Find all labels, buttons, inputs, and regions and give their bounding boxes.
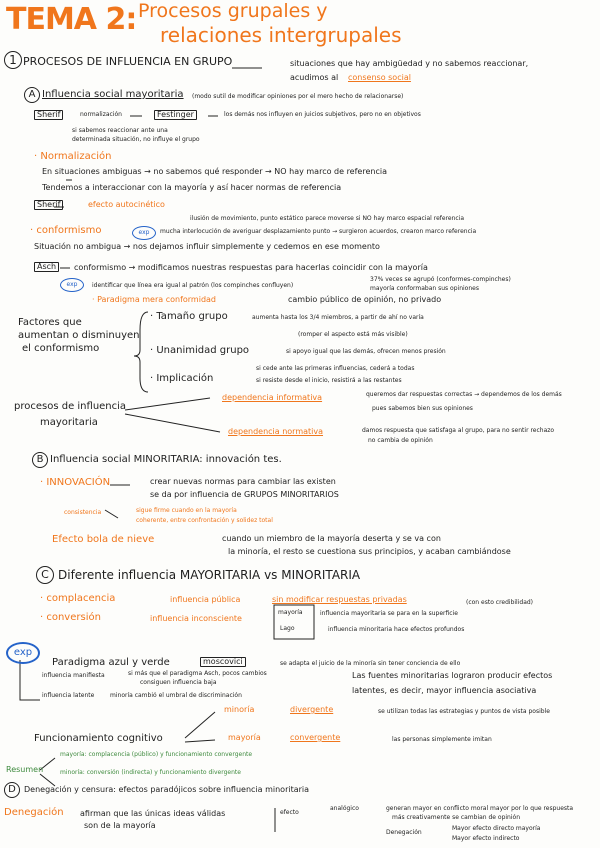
efecto-bola-nieve: Efecto bola de nieve — [52, 534, 155, 545]
unanimidad-grupo: · Unanimidad grupo — [150, 345, 250, 356]
analogico-label: analógico — [330, 805, 359, 812]
mayoria-convergente-1: mayoría — [228, 733, 261, 742]
paradigma-mera-conformidad: · Paradigma mera conformidad — [92, 295, 217, 304]
normalizacion-label: · Normalización — [34, 151, 112, 162]
manifiesta-note: si más que el paradigma Asch, pocos cambios — [128, 670, 267, 677]
consistencia-2: coherente, entre confrontación y solidez total — [136, 517, 273, 524]
innovacion-label: · INNOVACIÓN — [40, 477, 111, 488]
efecto-note-2: más creativamente se cambian de opinión — [392, 814, 520, 821]
ilusion-text: ilusión de movimiento, punto estático parece moverse si NO hay marco espacial referencia — [190, 215, 465, 222]
conversion-label: · conversión — [40, 612, 101, 623]
asch-box: Asch — [34, 262, 59, 272]
innovacion-1: crear nuevas normas para cambiar las existen — [150, 477, 336, 486]
section-b-letter: B — [32, 452, 48, 468]
resumen-2: minoría: conversión (indirecta) y funcionamiento divergente — [60, 769, 241, 776]
conversion-text: influencia inconsciente — [150, 614, 242, 623]
section-c-heading: Diferente influencia MAYORITARIA vs MINORITARIA — [58, 568, 361, 582]
exp-badge-asch: exp — [60, 278, 84, 292]
bola-nieve-2: la minoría, el resto se cuestiona sus principios, y acaban cambiándose — [228, 547, 511, 556]
complacencia-label: · complacencia — [40, 593, 116, 604]
denegacion-label: Denegación — [4, 807, 64, 818]
dependencia-normativa: dependencia normativa — [228, 427, 324, 436]
mayoria-convergente-2: convergente — [290, 733, 341, 742]
conformismo-label: · conformismo — [30, 225, 102, 236]
denegacion-2-note-2: Mayor efecto indirecto — [452, 835, 520, 842]
efecto-note-1: generan mayor en conflicto moral mayor por lo que respuesta — [386, 805, 574, 812]
complacencia-text: influencia pública — [170, 595, 241, 604]
pct-2: mayoría conformaban sus opiniones — [370, 285, 479, 292]
factores-2: aumentan o disminuyen — [18, 330, 140, 341]
ambiguas-text: En situaciones ambiguas → no sabemos qué responder → NO hay marco de referencia — [42, 167, 387, 176]
manifiesta-note-2: consiguen influencia baja — [140, 679, 217, 686]
title-line-1: Procesos grupales y — [138, 0, 328, 22]
complacencia-text-2: sin modificar respuestas privadas — [272, 595, 407, 604]
section-a-heading: Influencia social mayoritaria — [42, 89, 184, 100]
denegacion-2: son de la mayoría — [84, 821, 156, 830]
exp-badge-c: exp — [6, 642, 40, 664]
tendemos-text: Tendemos a interaccionar con la mayoría y así hacer normas de referencia — [42, 183, 342, 192]
pct-1: 37% veces se agrupó (conformes-compinches) — [370, 276, 511, 283]
minoria-divergente-2: divergente — [290, 705, 334, 714]
factores-3: el conformismo — [22, 343, 100, 354]
section-a-letter: A — [24, 87, 40, 103]
lake-note-2: influencia minoritaria hace efectos profundos — [328, 626, 465, 633]
efecto-label: efecto — [280, 809, 299, 816]
unanimidad-note: si apoyo igual que las demás, ofrecen menos presión — [286, 348, 446, 355]
section-d-letter: D — [4, 782, 20, 798]
procesos-1: procesos de influencia — [14, 401, 127, 412]
section-1-number: 1 — [4, 51, 22, 69]
fuentes-minoritarias-1: Las fuentes minoritarias lograron producir efectos — [352, 671, 553, 680]
consistencia-label: consistencia — [64, 509, 102, 516]
tamano-note-2: (romper el aspecto está más visible) — [298, 331, 408, 338]
paradigma-azul-verde: Paradigma azul y verde — [52, 657, 170, 668]
section-1-consenso: consenso social — [348, 73, 411, 82]
resumen-1: mayoría: complacencia (público) y funcionamiento convergente — [60, 751, 253, 758]
lake-box-1: mayoría — [278, 609, 303, 616]
denegacion-2-label: Denegación — [386, 829, 422, 836]
mayoria-convergente-note: las personas simplemente imitan — [392, 736, 492, 743]
section-1-heading: PROCESOS DE INFLUENCIA EN GRUPO — [23, 55, 233, 68]
festinger-text: los demás nos influyen en juicios subjetivos, pero no en objetivos — [224, 111, 421, 118]
bola-nieve-1: cuando un miembro de la mayoría deserta y se va con — [222, 534, 441, 543]
minoria-divergente-note: se utilizan todas las estrategias y puntos de vista posible — [378, 708, 550, 715]
normalizacion-tag: normalización — [80, 111, 122, 118]
dependencia-informativa: dependencia informativa — [222, 393, 323, 402]
note-react-2: determinada situación, no influye el grupo — [72, 136, 200, 143]
procesos-2: mayoritaria — [40, 417, 98, 428]
fuentes-minoritarias-2: latentes, es decir, mayor influencia asociativa — [352, 686, 537, 695]
title-tema: TEMA 2: — [6, 2, 137, 37]
section-1-note-1: situaciones que hay ambigüedad y no sabemos reaccionar, — [290, 59, 529, 68]
denegacion-2-note-1: Mayor efecto directo mayoría — [452, 825, 541, 832]
credibilidad-note: (con esto credibilidad) — [466, 599, 534, 606]
denegacion-1: afirman que las únicas ideas válidas — [80, 809, 226, 818]
funcionamiento-cognitivo: Funcionamiento cognitivo — [34, 733, 163, 744]
exp-badge-a: exp — [132, 226, 156, 240]
conformismo-note: mucha interlocución de averiguar desplazamiento punto → surgieron acuerdos, crearon marco referencia — [160, 228, 477, 235]
efecto-autocinetico: efecto autocinético — [88, 200, 165, 209]
dep-info-note-2: pues sabemos bien sus opiniones — [372, 405, 473, 412]
dep-info-note-1: queremos dar respuestas correctas → dependemos de los demás — [366, 391, 562, 398]
identificar-text: identificar que línea era igual al patrón (los compinches confluyen) — [92, 282, 294, 289]
implicacion-note-2: si resiste desde el inicio, resistirá a las restantes — [256, 377, 402, 384]
note-react-1: si sabemos reaccionar ante una — [72, 127, 168, 134]
section-b-heading: Influencia social MINORITARIA: innovación tes. — [50, 454, 282, 465]
resumen-label: Resumen — [6, 765, 44, 774]
sherif-box-2: Sherif — [34, 200, 63, 210]
influencia-latente: influencia latente — [42, 692, 95, 699]
influencia-manifiesta: influencia manifiesta — [42, 672, 105, 679]
dep-norm-note-1: damos respuesta que satisfaga al grupo, para no sentir rechazo — [362, 427, 555, 434]
moscovici-box: moscovici — [200, 657, 246, 667]
cambio-publico: cambio público de opinión, no privado — [288, 295, 442, 304]
section-a-note: (modo sutil de modificar opiniones por el mero hecho de relacionarse) — [192, 93, 404, 100]
latente-note: minoría cambió el umbral de discriminación — [110, 692, 242, 699]
section-c-letter: C — [36, 566, 54, 584]
sherif-box: Sherif — [34, 110, 63, 120]
consistencia-1: sigue firme cuando en la mayoría — [136, 507, 237, 514]
title-line-2: relaciones intergrupales — [160, 23, 402, 47]
innovacion-2: se da por influencia de GRUPOS MINORITARIOS — [150, 490, 339, 499]
factores-1: Factores que — [18, 317, 82, 328]
no-ambigua-text: Situación no ambigua → nos dejamos influir simplemente y cedemos en ese momento — [34, 242, 380, 251]
asch-text: conformismo → modificamos nuestras respuestas para hacerlas coincidir con la mayoría — [74, 263, 428, 272]
minoria-divergente-1: minoría — [224, 705, 255, 714]
lake-box-2: Lago — [280, 625, 295, 632]
festinger-box: Festinger — [154, 110, 197, 120]
tamano-note: aumenta hasta los 3/4 miembros, a partir de ahí no varía — [252, 314, 424, 321]
dep-norm-note-2: no cambia de opinión — [368, 437, 433, 444]
section-1-note-2: acudimos al — [290, 73, 339, 82]
lake-note-1: influencia mayoritaria se para en la superficie — [320, 610, 458, 617]
tamano-grupo: · Tamaño grupo — [150, 311, 228, 322]
implicacion: · Implicación — [150, 373, 214, 384]
section-d-heading: Denegación y censura: efectos paradójicos sobre influencia minoritaria — [24, 785, 310, 794]
moscovici-text: se adapta el juicio de la minoría sin tener conciencia de ello — [280, 660, 461, 667]
implicacion-note-1: si cede ante las primeras influencias, cederá a todas — [256, 365, 415, 372]
